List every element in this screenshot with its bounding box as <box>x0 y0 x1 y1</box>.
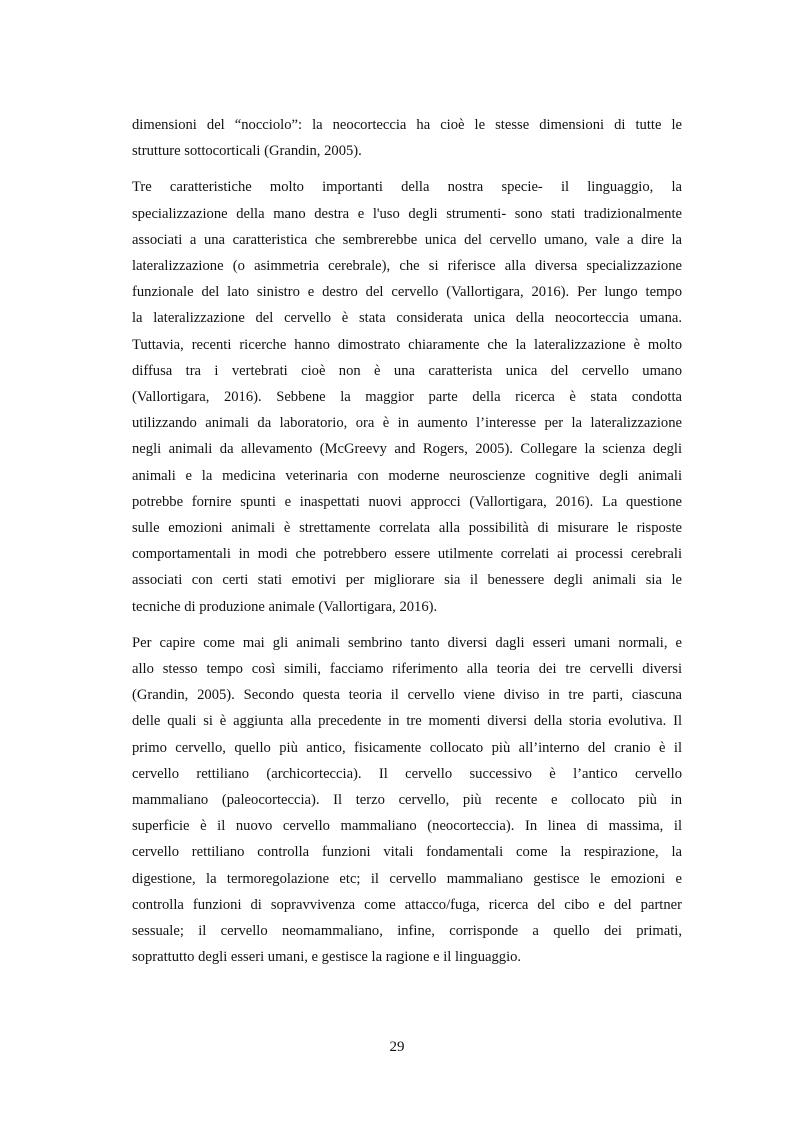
paragraph-3-line-4: delle quali si è aggiunta alla precedente in tre momenti diversi della storia evolutiva. Il <box>132 713 682 730</box>
paragraph-2-line-13: potrebbe fornire spunti e inaspettati nuovi approcci (Vallortigara, 2016). La questione <box>132 493 682 510</box>
paragraph-2-line-17: tecniche di produzione animale (Vallortigara, 2016). <box>132 598 438 615</box>
paragraph-3-line-12: sessuale; il cervello neomammaliano, infine, corrisponde a quello dei primati, <box>132 923 682 940</box>
paragraph-2-line-12: animali e la medicina veterinaria con moderne neuroscienze cognitive degli animali <box>132 467 682 484</box>
paragraph-2-line-6: la lateralizzazione del cervello è stata considerata unica della neocorteccia umana. <box>132 310 682 327</box>
paragraph-3-line-7: mammaliano (paleocorteccia). Il terzo cervello, più recente e collocato più in <box>132 792 682 809</box>
paragraph-3-line-8: superficie è il nuovo cervello mammaliano (neocorteccia). In linea di massima, il <box>132 818 682 835</box>
page-body <box>132 112 682 971</box>
paragraph-2-line-8: diffusa tra i vertebrati cioè non è una caratterista unica del cervello umano <box>132 362 682 379</box>
paragraph-3-line-3: (Grandin, 2005). Secondo questa teoria il cervello viene diviso in tre parti, ciascuna <box>132 687 682 704</box>
paragraph-3-line-10: digestione, la termoregolazione etc; il cervello mammaliano gestisce le emozioni e <box>132 870 682 887</box>
paragraph-2-line-5: funzionale del lato sinistro e destro del cervello (Vallortigara, 2016). Per lungo tempo <box>132 284 682 301</box>
page-number: 29 <box>389 1039 405 1055</box>
paragraph-3-line-6: cervello rettiliano (archicorteccia). Il cervello successivo è l’antico cervello <box>132 765 682 782</box>
paragraph-2-line-3: associati a una caratteristica che sembrerebbe unica del cervello umano, vale a dire la <box>132 231 682 248</box>
paragraph-2-line-7: Tuttavia, recenti ricerche hanno dimostrato chiaramente che la lateralizzazione è molto <box>132 336 682 353</box>
paragraph-3-line-11: controlla funzioni di sopravvivenza come attacco/fuga, ricerca del cibo e del partner <box>132 896 682 913</box>
paragraph-3-line-13: soprattutto degli esseri umani, e gestisce la ragione e il linguaggio. <box>132 949 522 966</box>
paragraph-2-line-1: Tre caratteristiche molto importanti della nostra specie- il linguaggio, la <box>132 179 682 196</box>
paragraph-2-line-10: utilizzando animali da laboratorio, ora è in aumento l’interesse per la lateralizzazione <box>132 415 682 432</box>
paragraph-2-line-9: (Vallortigara, 2016). Sebbene la maggior parte della ricerca è stata condotta <box>132 389 682 406</box>
paragraph-2-line-14: sulle emozioni animali è strettamente correlata alla possibilità di misurare le risposte <box>132 520 682 537</box>
paragraph-2-line-15: comportamentali in modi che potrebbero essere utilmente correlati ai processi cerebrali <box>132 546 682 563</box>
paragraph-3-line-2: allo stesso tempo così simili, facciamo riferimento alla teoria dei tre cervelli diversi <box>132 661 682 678</box>
paragraph-2-line-16: associati con certi stati emotivi per migliorare sia il benessere degli animali sia le <box>132 572 682 589</box>
paragraph-3-line-5: primo cervello, quello più antico, fisicamente collocato più all’interno del cranio è il <box>132 739 682 756</box>
paragraph-2-line-4: lateralizzazione (o asimmetria cerebrale), che si riferisce alla diversa specializzazione <box>132 258 682 275</box>
paragraph-2-line-2: specializzazione della mano destra e l'uso degli strumenti- sono stati tradizionalmente <box>132 205 682 222</box>
paragraph-2-line-11: negli animali da allevamento (McGreevy and Rogers, 2005). Collegare la scienza degli <box>132 441 682 458</box>
paragraph-3-line-1: Per capire come mai gli animali sembrino tanto diversi dagli esseri umani normali, e <box>132 634 682 651</box>
paragraph-3-line-9: cervello rettiliano controlla funzioni vitali fondamentali come la respirazione, la <box>132 844 682 861</box>
paragraph-1-line-2: strutture sottocorticali (Grandin, 2005). <box>132 143 362 160</box>
paragraph-1-line-1: dimensioni del “nocciolo”: la neocorteccia ha cioè le stesse dimensioni di tutte le <box>132 117 682 133</box>
